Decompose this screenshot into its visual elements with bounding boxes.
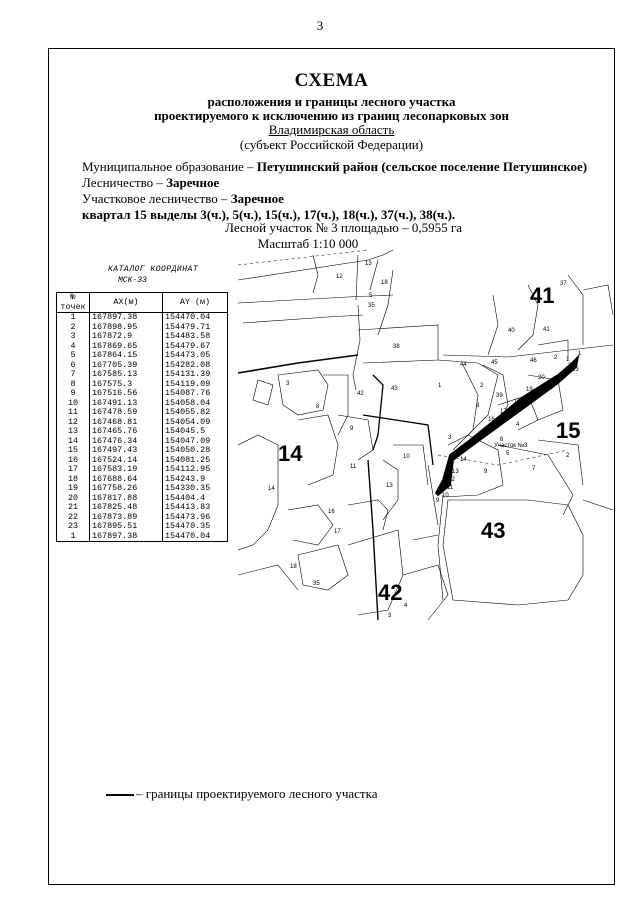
cell-x: 167895.51	[90, 522, 163, 532]
map-label: 41	[543, 327, 550, 333]
col-x: АХ(м)	[90, 293, 163, 313]
cell-n: 9	[57, 389, 90, 399]
plot-area: Лесной участок № 3 площадью – 0,5955 га	[225, 220, 462, 235]
cell-y: 154054.09	[163, 418, 228, 428]
cell-y: 154045.5	[163, 427, 228, 437]
cell-x: 167873.89	[90, 513, 163, 523]
map-label: 14	[268, 486, 275, 492]
district-value: Заречное	[230, 191, 284, 206]
quarter-numbers	[278, 283, 580, 605]
cell-x: 167516.56	[90, 389, 163, 399]
map-label: 2	[566, 453, 570, 459]
map-label: 22	[568, 363, 575, 369]
cell-y: 154479.71	[163, 323, 228, 333]
map-label: 20	[538, 375, 545, 381]
cell-y: 154473.05	[163, 351, 228, 361]
legend-line-sample	[106, 794, 134, 796]
map-label: 11	[447, 485, 454, 491]
map-label: 46	[530, 358, 537, 364]
cell-x: 167869.65	[90, 342, 163, 352]
map-label: 17	[500, 409, 507, 415]
cell-x: 167897.38	[90, 532, 163, 542]
cell-x: 167478.59	[90, 408, 163, 418]
map-label: 7	[532, 466, 536, 472]
map-label: 45	[491, 360, 498, 366]
cell-y: 154470.35	[163, 522, 228, 532]
map-label: 43	[391, 386, 398, 392]
map-label: 5	[369, 293, 373, 299]
catalog-title: КАТАЛОГ КООРДИНАТ	[108, 265, 199, 274]
cell-n: 12	[57, 418, 90, 428]
cell-n: 2	[57, 323, 90, 333]
quarter-15: 15	[556, 418, 581, 443]
cell-n: 1	[57, 313, 90, 323]
map-label: 23	[572, 367, 579, 373]
cell-y: 154119.09	[163, 380, 228, 390]
cell-y: 154413.83	[163, 503, 228, 513]
cell-n: 5	[57, 351, 90, 361]
forestry-label: Лесничество –	[82, 175, 167, 190]
cell-x: 167468.81	[90, 418, 163, 428]
map-label: 16	[488, 417, 495, 423]
map-label: 4	[516, 422, 520, 428]
map-label: 4	[404, 603, 408, 609]
forestry-line	[82, 174, 219, 191]
map-label: 2	[480, 383, 484, 389]
scale: Масштаб 1:10 000	[257, 236, 359, 251]
cell-x: 167864.15	[90, 351, 163, 361]
map-label: 8	[316, 404, 320, 410]
cell-n: 18	[57, 475, 90, 485]
map-label: 9	[484, 469, 488, 475]
cell-y: 154131.39	[163, 370, 228, 380]
cell-n: 21	[57, 503, 90, 513]
cell-x: 167897.38	[90, 313, 163, 323]
map-label: 3	[448, 435, 452, 441]
map-label: 11	[350, 464, 357, 470]
map-label: 12	[448, 477, 455, 483]
municipality-line	[82, 158, 587, 175]
map-label: 13	[386, 483, 393, 489]
district-line	[82, 190, 284, 207]
map-label: 1	[438, 383, 442, 389]
cell-y: 154473.96	[163, 513, 228, 523]
map-label: 15	[470, 439, 477, 445]
map-label: 44	[460, 362, 467, 368]
map-label: 18	[381, 280, 388, 286]
cell-n: 20	[57, 494, 90, 504]
subtitle-line1: расположения и границы лесного участка	[207, 94, 456, 109]
cell-n: 22	[57, 513, 90, 523]
cell-x: 167476.34	[90, 437, 163, 447]
cell-y: 154483.58	[163, 332, 228, 342]
cell-x: 167705.39	[90, 361, 163, 371]
quarter-41: 41	[530, 283, 555, 308]
map-label: 42	[357, 391, 364, 397]
table-row	[57, 313, 228, 323]
municipality-value: Петушинский район (сельское поселение Петушинское)	[256, 159, 588, 174]
page-number: 3	[316, 18, 324, 33]
col-y: AY (м)	[163, 293, 228, 313]
forestry-value: Заречное	[166, 175, 220, 190]
cell-n: 19	[57, 484, 90, 494]
coordinates-body	[57, 313, 228, 542]
cell-x: 167575.3	[90, 380, 163, 390]
cell-n: 23	[57, 522, 90, 532]
cell-y: 154470.04	[163, 532, 228, 542]
cell-x: 167825.48	[90, 503, 163, 513]
map-label: 8	[476, 403, 480, 409]
map-label: 38	[393, 344, 400, 350]
map-label: 39	[496, 393, 503, 399]
map-label: 1	[566, 357, 570, 363]
map-label: 1	[578, 351, 582, 357]
map-label: 2	[554, 355, 558, 361]
subtitle-line2: проектируемого к исключению из границ лесопарковых зон	[154, 108, 509, 123]
map-label: 13	[452, 469, 459, 475]
map-dashed	[238, 250, 568, 465]
cell-n: 7	[57, 370, 90, 380]
map-label: 14	[460, 457, 467, 463]
map-label: 40	[508, 328, 515, 334]
cell-n: 15	[57, 446, 90, 456]
cell-y: 154112.95	[163, 465, 228, 475]
quarter-42: 42	[378, 580, 403, 605]
cell-y: 154055.82	[163, 408, 228, 418]
cell-n: 3	[57, 332, 90, 342]
cell-n: 4	[57, 342, 90, 352]
map-label: 7	[488, 427, 492, 433]
table-header-row	[57, 293, 228, 313]
quarter-14: 14	[278, 441, 303, 466]
map-label: 10	[403, 454, 410, 460]
cell-n: 10	[57, 399, 90, 409]
cell-x: 167872.9	[90, 332, 163, 342]
map-label: 3	[388, 613, 392, 619]
cell-y: 154058.04	[163, 399, 228, 409]
quarter-43: 43	[481, 518, 506, 543]
map-label: 37	[560, 281, 567, 287]
table-row	[57, 532, 228, 542]
district-label: Участковое лесничество –	[82, 191, 231, 206]
cell-x: 167497.43	[90, 446, 163, 456]
map-label: 17	[334, 529, 341, 535]
map-label: 18	[290, 564, 297, 570]
cell-x: 167688.64	[90, 475, 163, 485]
map-label: 19	[526, 387, 533, 393]
map-label: 18	[514, 399, 521, 405]
map-label: 10	[442, 493, 449, 499]
cell-n: 16	[57, 456, 90, 466]
map-label: 9	[436, 498, 440, 504]
cell-y: 154282.08	[163, 361, 228, 371]
region-name: Владимирская область	[268, 122, 395, 137]
municipality-label: Муниципальное образование –	[82, 159, 257, 174]
cell-x: 167524.14	[90, 456, 163, 466]
cell-y: 154050.28	[163, 446, 228, 456]
catalog-subtitle: МСК-33	[118, 276, 147, 285]
cell-y: 154330.35	[163, 484, 228, 494]
quarter-value: квартал 15 выделы 3(ч.), 5(ч.), 15(ч.), 17(ч.), 18(ч.), 37(ч.), 38(ч.).	[82, 207, 456, 222]
cell-y: 154404.4	[163, 494, 228, 504]
coordinates-table	[56, 292, 228, 542]
cell-n: 1	[57, 532, 90, 542]
map-label: 5	[506, 451, 510, 457]
cell-y: 154087.76	[163, 389, 228, 399]
cell-x: 167491.13	[90, 399, 163, 409]
cell-n: 14	[57, 437, 90, 447]
region	[48, 122, 615, 138]
plot-label: Участок №3	[494, 443, 528, 449]
cell-n: 6	[57, 361, 90, 371]
map-label: 21	[546, 385, 553, 391]
map-label: 16	[328, 509, 335, 515]
cell-n: 17	[57, 465, 90, 475]
map-label: 9	[350, 426, 354, 432]
cell-n: 8	[57, 380, 90, 390]
cell-x: 167585.13	[90, 370, 163, 380]
cell-n: 11	[57, 408, 90, 418]
cell-x: 167898.95	[90, 323, 163, 333]
map-label: 6	[500, 437, 504, 443]
map-label: 12	[336, 274, 343, 280]
cell-x: 167583.19	[90, 465, 163, 475]
cell-y: 154047.09	[163, 437, 228, 447]
legend-text: – границы проектируемого лесного участка	[136, 786, 378, 801]
col-number: № точек	[57, 293, 90, 313]
cell-x: 167817.88	[90, 494, 163, 504]
cell-y: 154479.67	[163, 342, 228, 352]
scheme-title: СХЕМА	[294, 70, 369, 91]
map-label: 3	[286, 381, 290, 387]
map-label: 35	[368, 303, 375, 309]
cell-x: 167465.76	[90, 427, 163, 437]
region-note: (субъект Российской Федерации)	[239, 137, 424, 152]
cell-y: 154243.9	[163, 475, 228, 485]
cell-y: 154081.25	[163, 456, 228, 466]
cell-x: 167758.26	[90, 484, 163, 494]
map-label: 13	[365, 261, 372, 267]
cell-n: 13	[57, 427, 90, 437]
forest-map	[238, 245, 615, 625]
map-label: 35	[313, 581, 320, 587]
map-label-group	[268, 261, 582, 619]
cell-y: 154470.04	[163, 313, 228, 323]
